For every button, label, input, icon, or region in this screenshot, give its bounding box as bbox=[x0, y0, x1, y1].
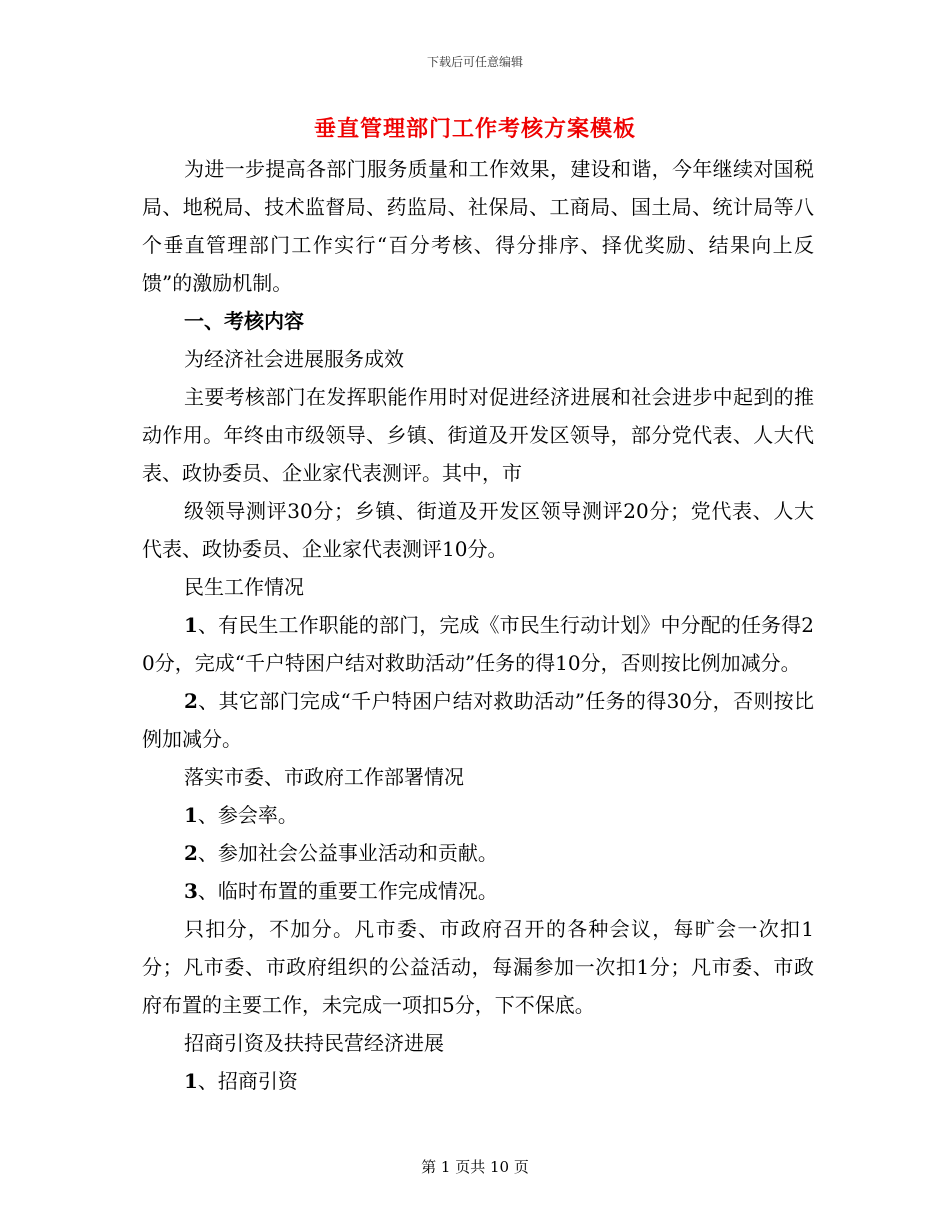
investment-item-1-text: 、招商引资 bbox=[197, 1069, 298, 1093]
deployment-item-2-text: 、参加社会公益事业活动和贡献。 bbox=[197, 841, 498, 865]
investment-item-1-number: 1 bbox=[184, 1069, 198, 1093]
deployment-item-1-number: 1 bbox=[184, 803, 198, 827]
livelihood-item-1-number: 1 bbox=[184, 613, 198, 637]
livelihood-item-1 bbox=[142, 606, 814, 682]
section-heading-assessment-content: 一、考核内容 bbox=[184, 309, 304, 333]
livelihood-item-1-text: 、有民生工作职能的部门，完成《市民生行动计划》中分配的任务得20分，完成“千户特困户结对救助活动”任务的得10分，否则按比例加减分。 bbox=[142, 613, 814, 675]
deployment-item-2 bbox=[142, 834, 814, 872]
intro-paragraph: 为进一步提高各部门服务质量和工作效果，建设和谐，今年继续对国税局、地税局、技术监督局、药监局、社保局、工商局、国土局、统计局等八个垂直管理部门工作实行“百分考核、得分排序、择优奖励、结果向上反馈”的激励机制。 bbox=[142, 157, 814, 295]
paragraph-economic-service-2: 级领导测评30分；乡镇、街道及开发区领导测评20分；党代表、人大代表、政协委员、企业家代表测评10分。 bbox=[142, 499, 814, 561]
paragraph-deduction-rules: 只扣分，不加分。凡市委、市政府召开的各种会议，每旷会一次扣1分；凡市委、市政府组织的公益活动，每漏参加一次扣1分；凡市委、市政府布置的主要工作，未完成一项扣5分，下不保底。 bbox=[142, 917, 814, 1017]
livelihood-item-2 bbox=[142, 682, 814, 758]
livelihood-item-2-number: 2 bbox=[184, 689, 198, 713]
subheading-deployment-implementation: 落实市委、市政府工作部署情况 bbox=[184, 765, 464, 789]
deployment-item-3 bbox=[142, 872, 814, 910]
deployment-item-1 bbox=[142, 796, 814, 834]
investment-item-1 bbox=[142, 1062, 814, 1100]
document-title: 垂直管理部门工作考核方案模板 bbox=[313, 116, 636, 142]
page-header: 下载后可任意编辑 bbox=[426, 55, 523, 69]
deployment-item-2-number: 2 bbox=[184, 841, 198, 865]
subheading-economic-service: 为经济社会进展服务成效 bbox=[184, 347, 404, 371]
deployment-item-1-text: 、参会率。 bbox=[197, 803, 298, 827]
subheading-livelihood-work: 民生工作情况 bbox=[184, 575, 304, 599]
page-footer: 第 1 页共 10 页 bbox=[421, 1158, 529, 1176]
subheading-investment-promotion: 招商引资及扶持民营经济进展 bbox=[184, 1031, 444, 1055]
livelihood-item-2-text: 、其它部门完成“千户特困户结对救助活动”任务的得30分，否则按比例加减分。 bbox=[142, 689, 814, 751]
deployment-item-3-number: 3 bbox=[184, 879, 198, 903]
paragraph-economic-service-1: 主要考核部门在发挥职能作用时对促进经济进展和社会进步中起到的推动作用。年终由市级领导、乡镇、街道及开发区领导，部分党代表、人大代表、政协委员、企业家代表测评。其中，市 bbox=[142, 385, 814, 485]
document-body bbox=[142, 150, 814, 1100]
deployment-item-3-text: 、临时布置的重要工作完成情况。 bbox=[197, 879, 498, 903]
